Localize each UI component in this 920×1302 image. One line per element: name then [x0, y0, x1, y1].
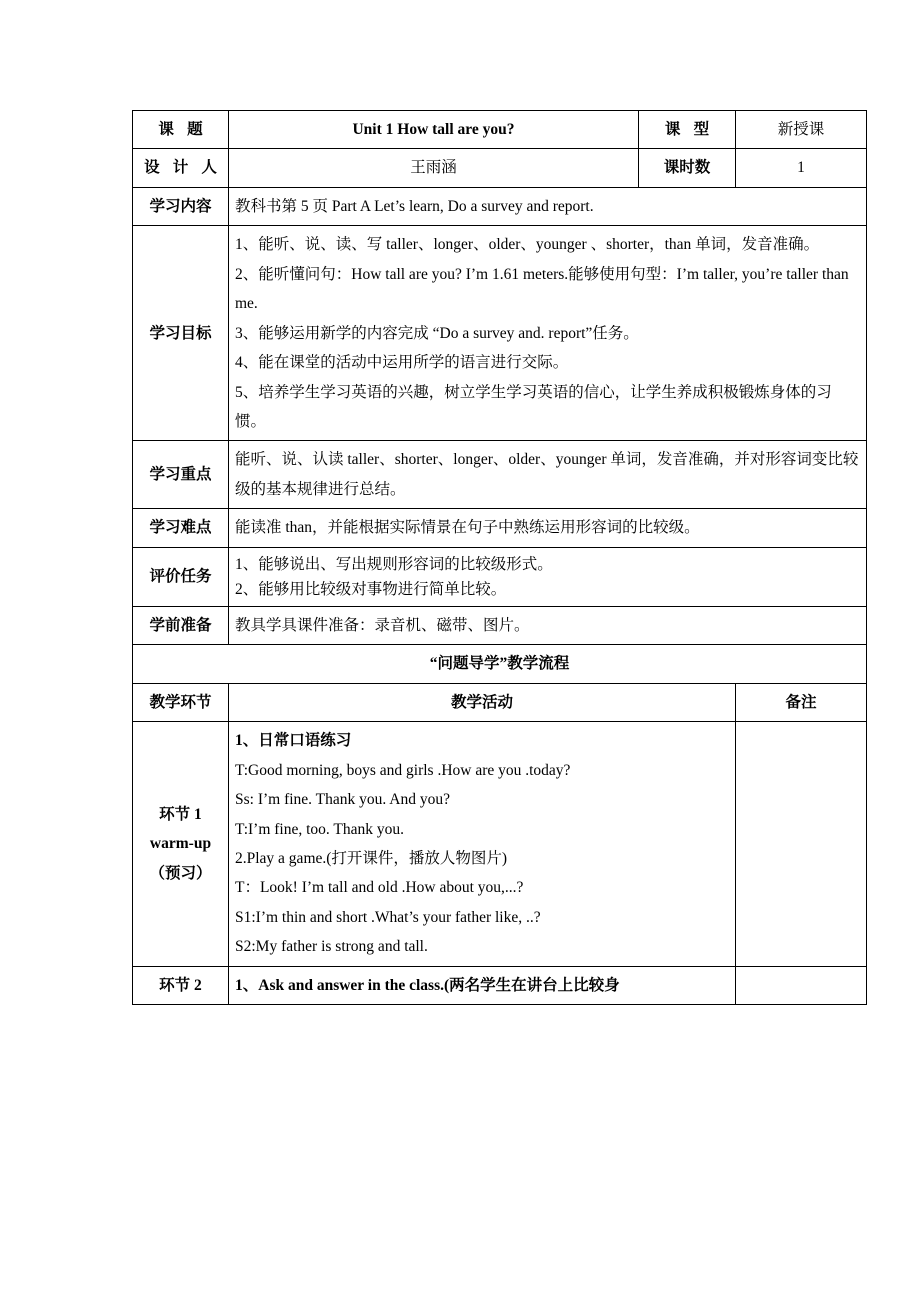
table-row-designer [133, 149, 867, 187]
objective-item: 1、能听、说、读、写 taller、longer、older、younger 、shorter，than 单词，发音准确。 [235, 236, 820, 254]
objective-item: 5、培养学生学习英语的兴趣，树立学生学习英语的信心，让学生养成积极锻炼身体的习惯。 [235, 383, 832, 430]
stage1-line: Ss: I’m fine. Thank you. And you? [235, 791, 450, 809]
preparation-value-cell: 教具学具课件准备：录音机、磁带、图片。 [229, 606, 867, 644]
stage1-heading: 1、日常口语练习 [235, 732, 352, 750]
table-row-keypoint [133, 441, 867, 509]
table-row-evaluation [133, 547, 867, 606]
designer-label-cell [133, 149, 229, 187]
evaluation-label-cell [133, 547, 229, 606]
difficulty-label: 学习难点 [149, 519, 212, 537]
objectives-label-cell [133, 226, 229, 441]
evaluation-label: 评价任务 [149, 568, 212, 586]
table-row-difficulty [133, 509, 867, 547]
preparation-label: 学前准备 [149, 616, 212, 634]
table-row-topic [133, 111, 867, 149]
periods-label-cell [639, 149, 736, 187]
designer-label: 设 计 人 [144, 159, 222, 177]
content-label-cell [133, 187, 229, 225]
content-label: 学习内容 [149, 197, 212, 215]
stage2-activity-cell: 1、Ask and answer in the class.(两名学生在讲台上比较身 [229, 966, 736, 1004]
stage1-label-line3: （预习） [149, 864, 212, 882]
stage1-line: T:Good morning, boys and girls .How are you .today? [235, 761, 571, 779]
objective-item: 4、能在课堂的活动中运用所学的语言进行交际。 [235, 354, 569, 372]
objectives-value-cell [229, 226, 867, 441]
table-row-preparation [133, 606, 867, 644]
keypoint-label: 学习重点 [149, 466, 212, 484]
stage1-label-line1: 环节 1 [159, 805, 202, 823]
preparation-label-cell [133, 606, 229, 644]
stage1-line: T:I’m fine, too. Thank you. [235, 820, 404, 838]
lesson-plan-table [132, 110, 867, 1005]
stage1-remark-cell [736, 722, 867, 967]
periods-label: 课时数 [663, 159, 711, 177]
flow-header-remark: 备注 [736, 683, 867, 721]
stage1-line: S1:I’m thin and short .What’s your father like, ..? [235, 908, 541, 926]
topic-label-cell [133, 111, 229, 149]
difficulty-label-cell [133, 509, 229, 547]
content-value-cell: 教科书第 5 页 Part A Let’s learn, Do a survey and report. [229, 187, 867, 225]
objective-item: 2、能听懂问句：How tall are you? I’m 1.61 meters.能够使用句型：I’m taller, you’re taller than me. [235, 265, 849, 313]
type-label: 课 型 [664, 121, 714, 138]
table-row-stage2 [133, 966, 867, 1004]
stage1-label-cell [133, 722, 229, 967]
keypoint-label-cell [133, 441, 229, 509]
flow-header-activity: 教学活动 [229, 683, 736, 721]
evaluation-item: 2、能够用比较级对事物进行简单比较。 [235, 580, 507, 598]
objective-item: 3、能够运用新学的内容完成 “Do a survey and. report”任务。 [235, 324, 639, 342]
keypoint-value-cell: 能听、说、认读 taller、shorter、longer、older、younger 单词，发音准确，并对形容词变比较级的基本规律进行总结。 [229, 441, 867, 509]
stage1-line: 2.Play a game.(打开课件，播放人物图片) [235, 849, 508, 867]
evaluation-item: 1、能够说出、写出规则形容词的比较级形式。 [235, 555, 553, 573]
stage2-label-cell: 环节 2 [133, 966, 229, 1004]
difficulty-value-cell: 能读准 than，并能根据实际情景在句子中熟练运用形容词的比较级。 [229, 509, 867, 547]
evaluation-value-cell [229, 547, 867, 606]
designer-value-cell: 王雨涵 [229, 149, 639, 187]
topic-value-cell: Unit 1 How tall are you? [229, 111, 639, 149]
stage1-line: T：Look! I’m tall and old .How about you,...? [235, 879, 524, 897]
topic-label: 课 题 [158, 121, 208, 138]
type-value-cell: 新授课 [736, 111, 867, 149]
flow-banner: “问题导学”教学流程 [133, 645, 867, 683]
stage1-activity-cell [229, 722, 736, 967]
stage1-label-line2: warm-up [149, 835, 212, 853]
flow-header-stage: 教学环节 [133, 683, 229, 721]
table-row-content [133, 187, 867, 225]
periods-value-cell: 1 [736, 149, 867, 187]
table-row-flow-headers [133, 683, 867, 721]
type-label-cell [639, 111, 736, 149]
objectives-label: 学习目标 [149, 324, 212, 342]
table-row-objectives [133, 226, 867, 441]
stage1-line: S2:My father is strong and tall. [235, 938, 428, 956]
table-row-flow-banner [133, 645, 867, 683]
table-row-stage1 [133, 722, 867, 967]
stage2-remark-cell [736, 966, 867, 1004]
